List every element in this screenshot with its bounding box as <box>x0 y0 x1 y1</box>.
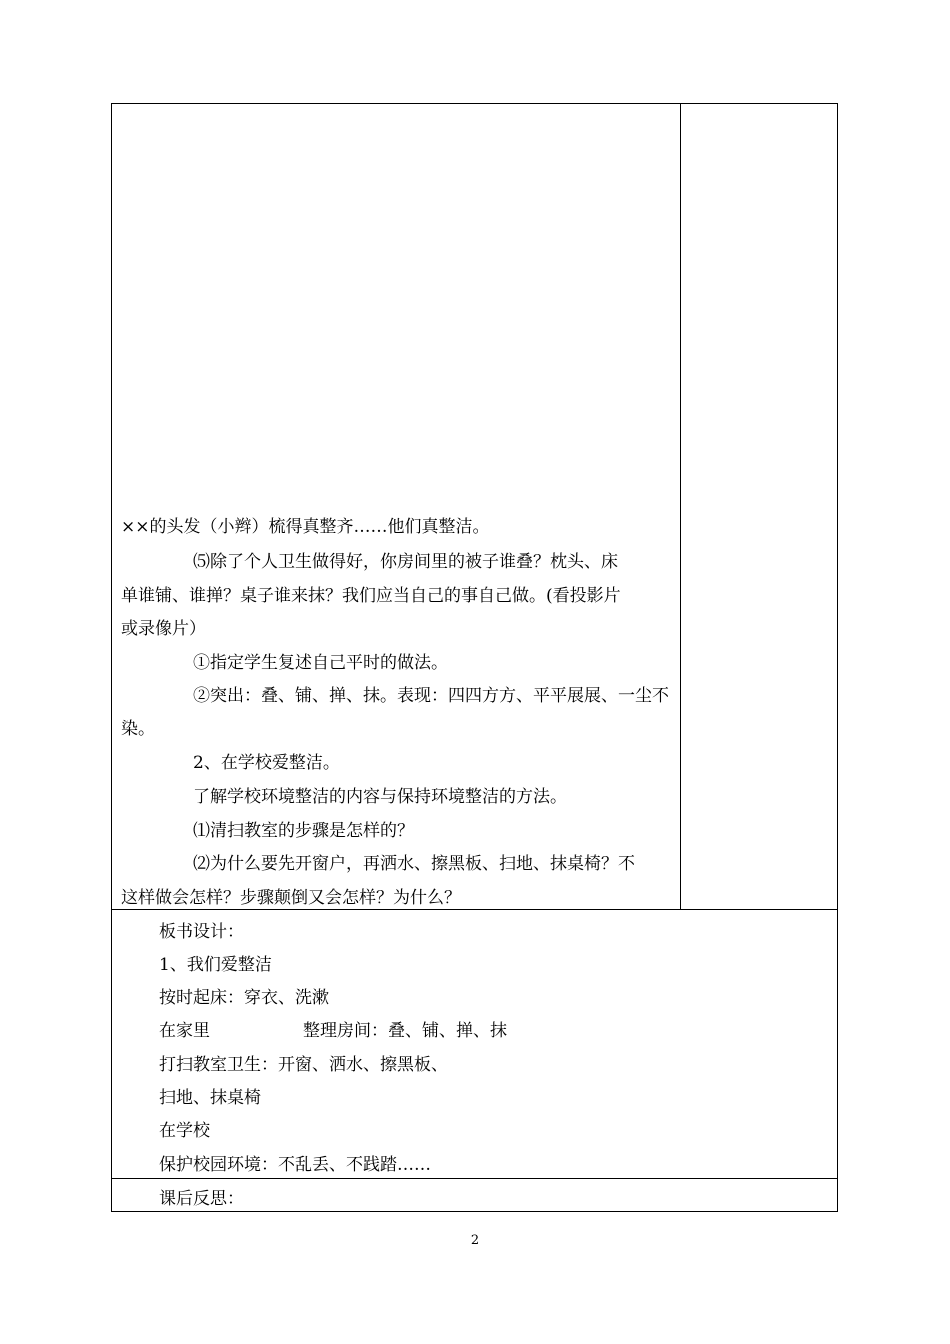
lesson-line: 单谁铺、谁掸？桌子谁来抹？我们应当自己的事自己做。(看投影片 <box>121 586 621 606</box>
notes-column-divider <box>680 103 681 910</box>
board-design-line: 整理房间：叠、铺、掸、抹 <box>303 1021 507 1041</box>
lesson-line: ①指定学生复述自己平时的做法。 <box>193 653 448 673</box>
lesson-line: 2、在学校爱整洁。 <box>193 753 340 773</box>
board-design-heading: 板书设计： <box>159 922 244 942</box>
board-design-line: 扫地、抹桌椅 <box>159 1088 261 1108</box>
reflection-heading: 课后反思： <box>159 1189 244 1209</box>
lesson-line: ⑴清扫教室的步骤是怎样的？ <box>193 821 414 841</box>
reflection-section-divider <box>111 1178 838 1179</box>
lesson-line: ⑵为什么要先开窗户，再洒水、擦黑板、扫地、抹桌椅？不 <box>193 854 635 874</box>
board-section-divider <box>111 909 838 910</box>
lesson-line: ②突出：叠、铺、掸、抹。表现：四四方方、平平展展、一尘不 <box>193 686 669 706</box>
board-design-line: 保护校园环境：不乱丢、不践踏…… <box>159 1155 431 1175</box>
board-design-line: 在学校 <box>159 1121 210 1141</box>
board-design-line: 打扫教室卫生：开窗、洒水、擦黑板、 <box>159 1055 448 1075</box>
lesson-line: 这样做会怎样？步骤颠倒又会怎样？为什么？ <box>121 888 461 908</box>
lesson-line: 或录像片） <box>121 619 206 639</box>
board-design-title: 1、我们爱整洁 <box>159 955 272 975</box>
board-design-line: 在家里 <box>159 1021 210 1041</box>
lesson-line: ⑸除了个人卫生做得好，你房间里的被子谁叠？枕头、床 <box>193 552 618 572</box>
lesson-line: 了解学校环境整洁的内容与保持环境整洁的方法。 <box>193 787 567 807</box>
board-design-line: 按时起床：穿衣、洗漱 <box>159 988 329 1008</box>
page-number: 2 <box>470 1233 480 1248</box>
lesson-line: 染。 <box>121 719 155 739</box>
lesson-line: ××的头发（小辫）梳得真整齐……他们真整洁。 <box>121 517 490 537</box>
